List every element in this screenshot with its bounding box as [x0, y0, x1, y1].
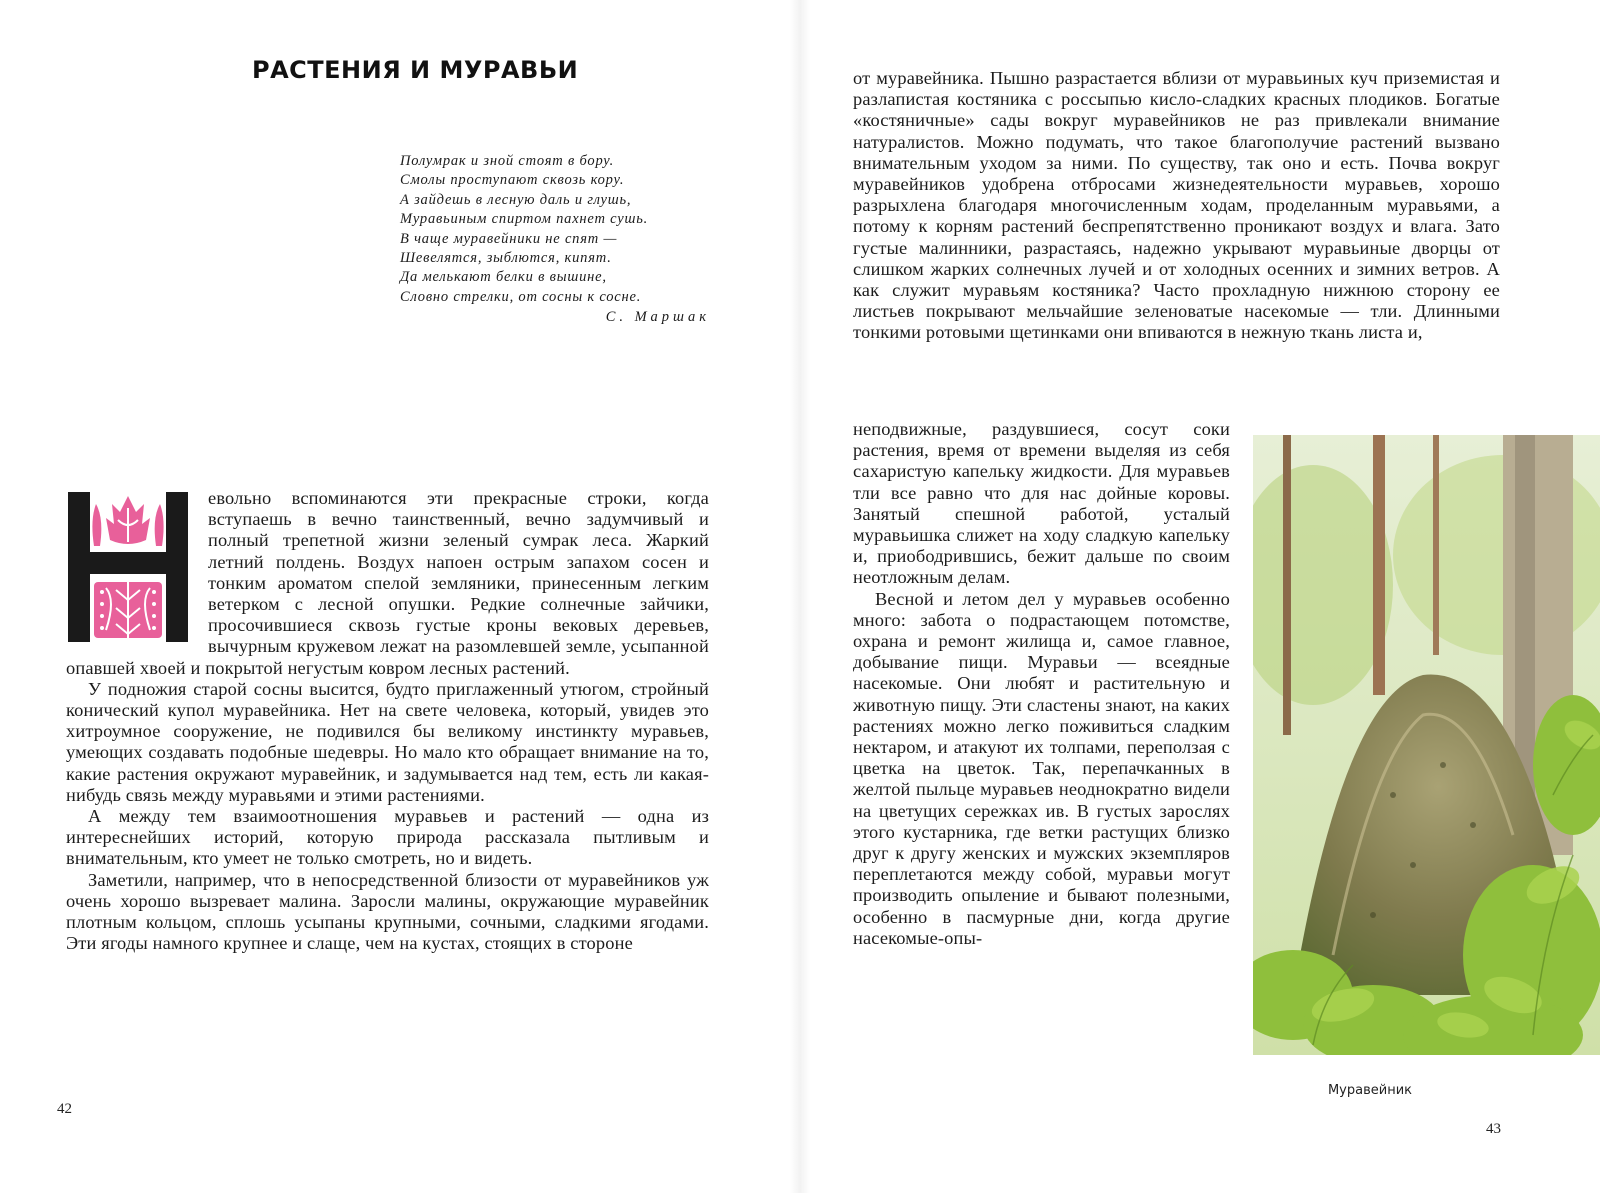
paragraph: [66, 488, 709, 679]
dropcap-letter-icon: [66, 490, 190, 644]
epigraph-line: А зайдешь в лесную даль и глушь,: [400, 191, 632, 208]
chapter-title: РАСТЕНИЯ И МУРАВЬИ: [252, 56, 579, 84]
epigraph-author: С. Маршак: [605, 309, 710, 326]
epigraph-line: Шевелятся, зыблются, кипят.: [400, 250, 612, 267]
anthill-illustration: [1253, 435, 1600, 1055]
illustration-caption: Муравейник: [1327, 1083, 1413, 1098]
paragraph: от муравейника. Пышно разрастается вблизи от муравьиных куч приземистая и разлапистая костяника с россыпью кисло-сладких красных плодиков. Богатые «костяничные» сады вокруг муравейников не раз привлекали внимание натуралистов. Можно подумать, что такое благополучие растений вызвано внимательным уходом за ними. По существу, так оно и есть. Почва вокруг муравейников удобрена отбросами жизнедеятельности муравьев, хорошо разрыхлена благодаря многочисленным ходам, проделанным муравьями, а потому к корням растений беспрепятственно проникают воздух и влага. Зато густые малинники, разрастаясь, надежно укрывают муравьиные дворцы от слишком жарких солнечных лучей и от холодных осенних и зимних ветров. А как служит муравьям костяника? Часто прохладную нижнюю сторону ее листьев покрывают мельчайшие зеленоватые насекомые — тли. Длинными тонкими ротовыми щетинками они впиваются в нежную ткань листа и,: [853, 68, 1500, 343]
epigraph: [400, 152, 710, 328]
paragraph: Весной и летом дел у муравьев особенно много: забота о подрастающем потомстве, охрана и ремонт жилища и, самое главное, добывание пищи. Муравьи — всеядные насекомые. Они любят и растительную и животную пищу. Эти сластены знают, на каких растениях можно легко поживиться сладким нектаром, и атакуют их толпами, переползая с цветка на цветок. Так, перепачканных в желтой пыльце муравьев неоднократно видели на цветущих сережках ив. В густых зарослях этого кустарника, где ветки растущих близко друг к другу женских и мужских экземпляров переплетаются между собой, муравьи могут производить опыление и бывают полезными, особенно в пасмурные дни, когда другие насекомые-опы-: [853, 588, 1230, 948]
paragraph: неподвижные, раздувшиеся, сосут соки растения, время от времени выделяя из себя сахаристую капельку жидкости. Для муравьев тли все равно что для нас дойные коровы. Занятый спешной работой, усталый муравьишка слижет на ходу сладкую капельку и, приободрившись, бежит дальше по своим неотложным делам.: [853, 419, 1230, 588]
epigraph-line: Да мелькают белки в вышине,: [400, 269, 607, 286]
dropcap-ornament: [66, 490, 190, 644]
right-page: [800, 0, 1600, 1193]
paragraph: А между тем взаимоотношения муравьев и растений — одна из интереснейших историй, которую природа рассказала пытливым и внимательным, кто умеет не только смотреть, но и видеть.: [66, 806, 709, 869]
page-number-left: 42: [57, 1101, 72, 1117]
epigraph-line: Смолы проступают сквозь кору.: [400, 172, 625, 189]
paragraph: Заметили, например, что в непосредственной близости от муравейников уж очень хорошо вызревает малина. Заросли малины, окружающие муравейник плотным кольцом, сплошь усыпаны крупными, сочными, сладкими ягодами. Эти ягоды намного крупнее и слаще, чем на кустах, стоящих в стороне: [66, 869, 709, 954]
epigraph-line: Словно стрелки, от сосны к сосне.: [400, 288, 642, 305]
epigraph-line: Полумрак и зной стоят в бору.: [400, 153, 615, 169]
right-column-text: [853, 419, 1230, 949]
anthill-picture-icon: [1253, 435, 1600, 1055]
left-body-text: [66, 488, 709, 954]
right-top-text: [853, 68, 1500, 344]
paragraph-text: евольно вспоминаются эти прекрасные строки, когда вступаешь в вечно таинственный, вечно задумчивый и полный трепетной жизни зеленый сумрак леса. Жаркий летний полдень. Воздух напоен острым запахом сосен и тонким ароматом спелой земляники, принесенным легким ветерком с лесной опушки. Редкие солнечные зайчики, просочившиеся сквозь густые кроны вековых деревьев, вычурным кружевом лежат на разомлевшей земле, усыпанной опавшей хвоей и покрытой негустым ковром лесных растений.: [66, 488, 709, 678]
page-number-right: 43: [1486, 1121, 1501, 1137]
epigraph-line: Муравьиным спиртом пахнет сушь.: [400, 211, 649, 228]
paragraph: У подножия старой сосны высится, будто приглаженный утюгом, стройный конический купол муравейника. Нет на свете человека, который, увидев это хитроумное сооружение, не подивился бы великому инстинкту муравьев, умеющих создавать подобные шедевры. Но мало кто обращает внимание на то, какие растения окружают муравейник, и задумывается над тем, есть ли какая-нибудь связь между муравьями и этими растениями.: [66, 678, 709, 805]
epigraph-line: В чаще муравейники не спят —: [400, 230, 618, 247]
